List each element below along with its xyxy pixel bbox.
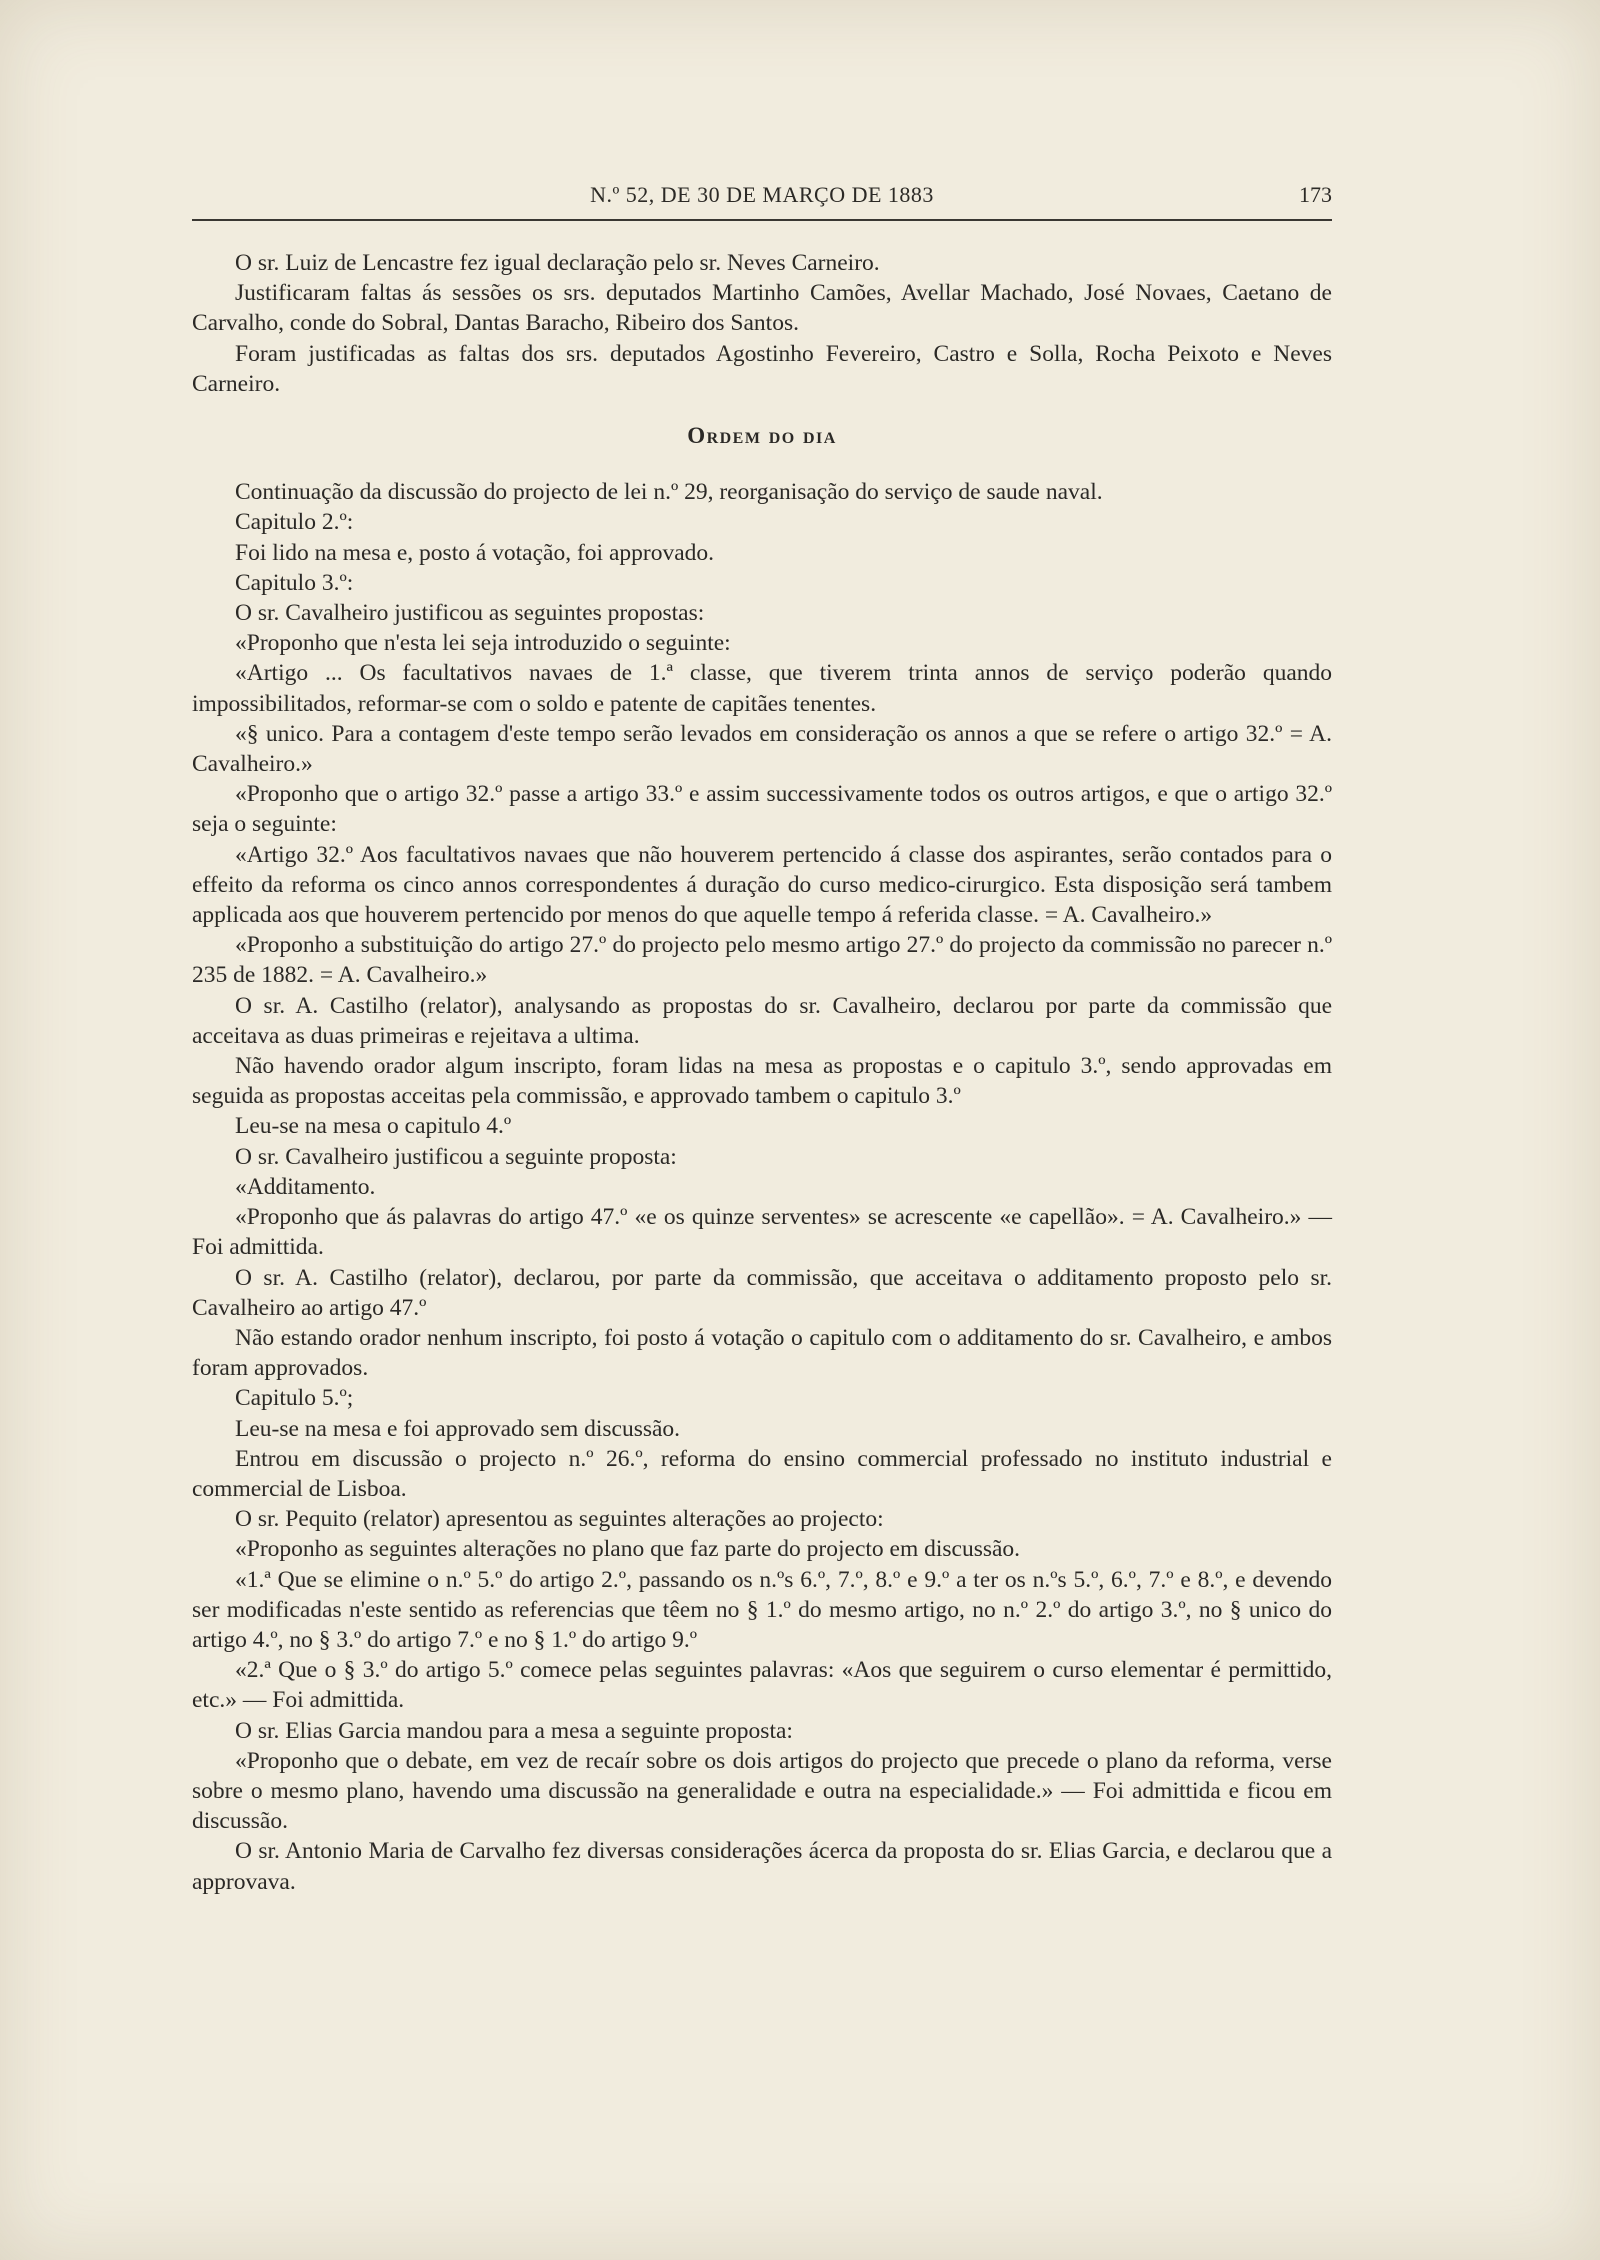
paragraph: «Proponho que o artigo 32.º passe a artigo 33.º e assim successivamente todos os outros artigos, e que o artigo 32.º seja o seguinte:	[192, 781, 1332, 838]
paragraph: Justificaram faltas ás sessões os srs. deputados Martinho Camões, Avellar Machado, José Novaes, Caetano de Carvalho, conde do Sobral, Dantas Baracho, Ribeiro dos Santos.	[192, 280, 1332, 337]
paragraph: Capitulo 5.º;	[235, 1385, 354, 1412]
paragraph: «Proponho que o debate, em vez de recaír sobre os dois artigos do projecto que precede o plano da reforma, verse sobre o mesmo plano, havendo uma discussão na generalidade e outra na especialidade.» — Foi admittida e ficou em discussão.	[192, 1747, 1332, 1835]
paragraph: Leu-se na mesa e foi approvado sem discussão.	[235, 1415, 681, 1442]
section-heading: Ordem do dia	[687, 423, 837, 449]
paragraph: Foram justificadas as faltas dos srs. deputados Agostinho Fevereiro, Castro e Solla, Rocha Peixoto e Neves Carneiro.	[192, 340, 1332, 397]
paragraph: O sr. Pequito (relator) apresentou as seguintes alterações ao projecto:	[235, 1506, 884, 1533]
paragraph: «Additamento.	[235, 1173, 376, 1200]
paragraph: O sr. Elias Garcia mandou para a mesa a seguinte proposta:	[235, 1717, 793, 1744]
paragraph: O sr. Cavalheiro justificou as seguintes propostas:	[235, 600, 705, 627]
paragraph: «Artigo 32.º Aos facultativos navaes que não houverem pertencido á classe dos aspirantes, serão contados para o effeito da reforma os cinco annos correspondentes á duração do curso medico-cirurgico. Esta disposição será tambem applicada aos que houverem pertencido por menos do que aquelle tempo á referida classe. = A. Cavalheiro.»	[192, 841, 1332, 929]
paragraph: «2.ª Que o § 3.º do artigo 5.º comece pelas seguintes palavras: «Aos que seguirem o curso elementar é permittido, etc.» — Foi admittida.	[192, 1657, 1332, 1714]
header-rule	[192, 219, 1332, 221]
paragraph: O sr. Luiz de Lencastre fez igual declaração pelo sr. Neves Carneiro.	[235, 250, 880, 276]
page-number: 173	[1299, 182, 1332, 207]
paragraph: «Proponho que ás palavras do artigo 47.º «e os quinze serventes» se acrescente «e capellão». = A. Cavalheiro.» — Foi admittida.	[192, 1204, 1332, 1261]
paragraph: «Proponho a substituição do artigo 27.º do projecto pelo mesmo artigo 27.º do projecto da commissão no parecer n.º 235 de 1882. = A. Cavalheiro.»	[192, 932, 1332, 989]
paragraph: Foi lido na mesa e, posto á votação, foi approvado.	[235, 539, 715, 566]
paragraph: Não havendo orador algum inscripto, foram lidas na mesa as propostas e o capitulo 3.º, sendo approvadas em seguida as propostas acceitas pela commissão, e approvado tambem o capitulo 3.º	[192, 1053, 1332, 1110]
header-title: N.º 52, DE 30 DE MARÇO DE 1883	[590, 182, 934, 207]
article-body	[192, 248, 1332, 1897]
paragraph: Capitulo 2.º:	[235, 509, 354, 536]
paragraph: «Proponho que n'esta lei seja introduzido o seguinte:	[235, 630, 731, 657]
paragraph: O sr. A. Castilho (relator), analysando as propostas do sr. Cavalheiro, declarou por parte da commissão que acceitava as duas primeiras e rejeitava a ultima.	[192, 992, 1332, 1049]
paragraph: «§ unico. Para a contagem d'este tempo serão levados em consideração os annos a que se refere o artigo 32.º = A. Cavalheiro.»	[192, 720, 1332, 778]
paragraph: Entrou em discussão o projecto n.º 26.º, reforma do ensino commercial professado no instituto industrial e commercial de Lisboa.	[192, 1445, 1332, 1502]
paragraph: Não estando orador nenhum inscripto, foi posto á votação o capitulo com o additamento do sr. Cavalheiro, e ambos foram approvados.	[192, 1324, 1332, 1382]
paragraph: Continuação da discussão do projecto de lei n.º 29, reorganisação do serviço de saude naval.	[235, 479, 1103, 506]
paragraph: O sr. A. Castilho (relator), declarou, por parte da commissão, que acceitava o additamento proposto pelo sr. Cavalheiro ao artigo 47.º	[192, 1264, 1332, 1321]
page-header	[192, 178, 1332, 214]
paragraph: Capitulo 3.º:	[235, 569, 354, 596]
paragraph: O sr. Antonio Maria de Carvalho fez diversas considerações ácerca da proposta do sr. Elias Garcia, e declarou que a approvava.	[192, 1838, 1332, 1895]
paragraph: «Artigo ... Os facultativos navaes de 1.ª classe, que tiverem trinta annos de serviço poderão quando impossibilitados, reformar-se com o soldo e patente de capitães tenentes.	[192, 660, 1332, 717]
paragraph: «Proponho as seguintes alterações no plano que faz parte do projecto em discussão.	[235, 1536, 1021, 1563]
paragraph: Leu-se na mesa o capitulo 4.º	[235, 1113, 512, 1140]
paragraph: «1.ª Que se elimine o n.º 5.º do artigo 2.º, passando os n.ºs 6.º, 7.º, 8.º e 9.º a ter os n.ºs 5.º, 6.º, 7.º e 8.º, e devendo ser modificadas n'este sentido as referencias que têem no § 1.º do mesmo artigo, no n.º 2.º do artigo 3.º, no § unico do artigo 4.º, no § 3.º do artigo 7.º e no § 1.º do artigo 9.º	[192, 1566, 1332, 1653]
paragraph: O sr. Cavalheiro justificou a seguinte proposta:	[235, 1143, 677, 1170]
